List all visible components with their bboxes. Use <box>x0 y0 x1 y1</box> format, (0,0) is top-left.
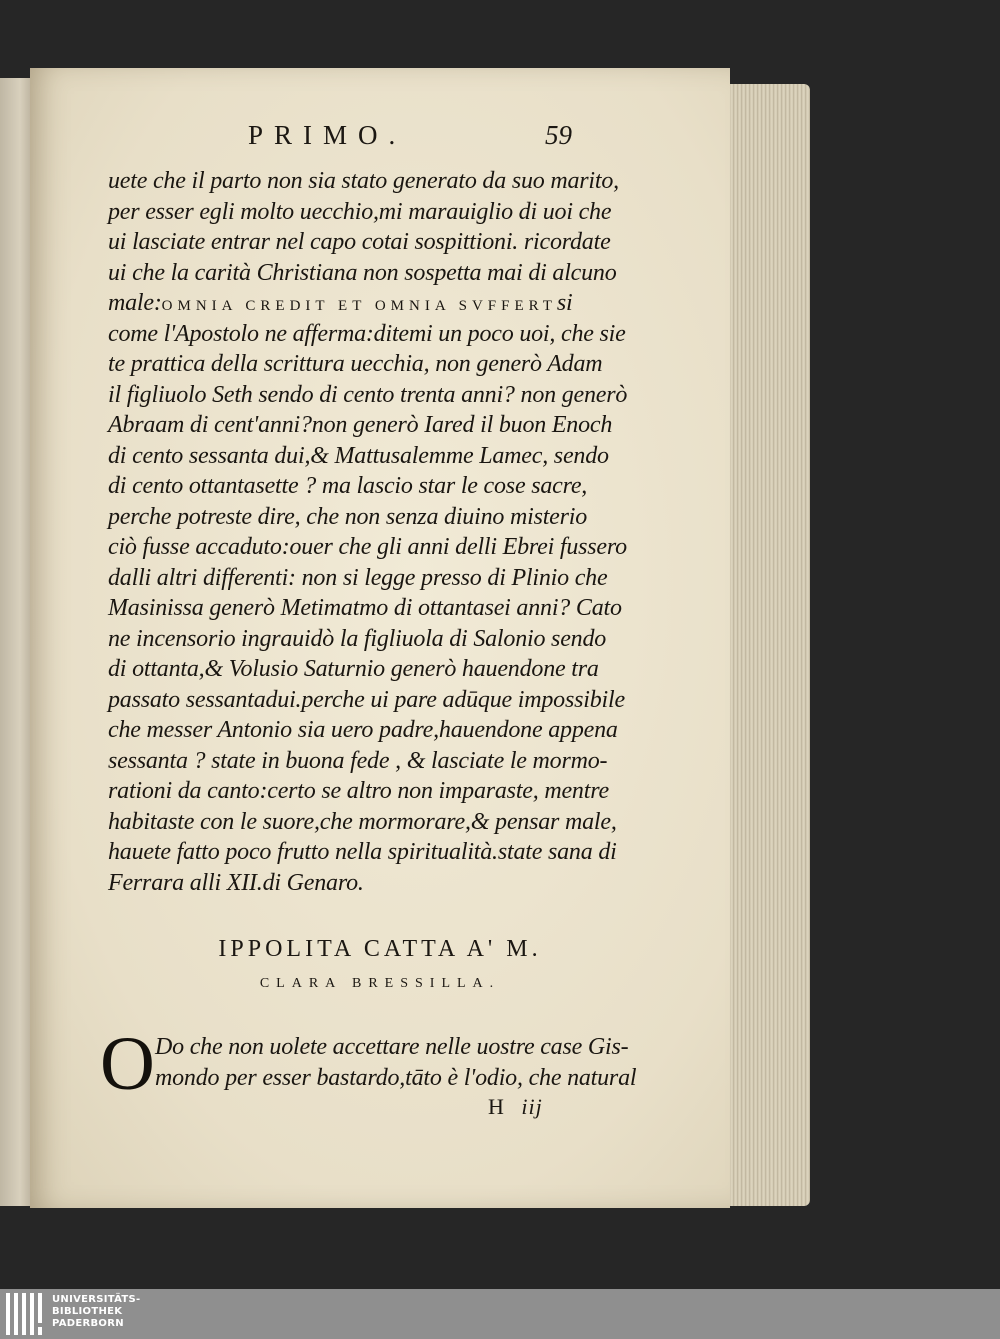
text-line: te prattica della scrittura uecchia, non generò Adam <box>108 351 603 377</box>
text-line: ui che la carità Christiana non sospetta mai di alcuno <box>108 259 617 286</box>
text-line: per esser egli molto uecchio,mi marauiglio di uoi che <box>108 198 612 225</box>
text-line: Ferrara alli XII.di Genaro. <box>108 869 364 896</box>
text-line: Do che non uolete accettare nelle uostre case Gis- <box>155 1034 629 1060</box>
folio-number: 59 <box>545 120 572 150</box>
running-head <box>30 120 730 160</box>
running-title: PRIMO. <box>248 120 407 150</box>
text-line <box>108 288 648 319</box>
library-footer <box>0 1289 1000 1339</box>
text-line: dalli altri differenti: non si legge presso di Plinio che <box>108 564 608 591</box>
book-page <box>30 68 730 1208</box>
text-line: perche potreste dire, che non senza diuino misterio <box>108 503 588 530</box>
text-line-end: si <box>556 290 573 316</box>
letter-body <box>108 166 648 898</box>
text-line: ui lasciate entrar nel capo cotai sospittioni. ricordate <box>108 229 611 255</box>
text-line: rationi da canto:certo se altro non imparaste, mentre <box>108 778 609 804</box>
text-line: hauete fatto poco frutto nella spiritualità.state sana di <box>108 839 617 865</box>
signature-mark <box>488 1094 543 1120</box>
text-line: di cento sessanta dui,& Mattusalemme Lamec, sendo <box>108 442 609 469</box>
signature-number: iij <box>521 1094 543 1119</box>
library-logo-icon <box>4 1293 48 1335</box>
library-name-line: UNIVERSITÄTS- <box>52 1294 141 1305</box>
library-name-line: BIBLIOTHEK <box>52 1306 123 1317</box>
text-line: che messer Antonio sia uero padre,hauendone appena <box>108 717 618 743</box>
text-line: ciò fusse accaduto:ouer che gli anni delli Ebrei fussero <box>108 534 627 560</box>
text-line: ne incensorio ingrauidò la figliuola di Salonio sendo <box>108 625 607 652</box>
signature-letter: H <box>488 1094 510 1119</box>
letter-heading: IPPOLITA CATTA A' M. <box>218 936 542 962</box>
text-line: di ottanta,& Volusio Saturnio generò hauendone tra <box>108 656 599 682</box>
drop-cap: O <box>100 1022 155 1106</box>
library-name-line: PADERBORN <box>52 1318 124 1329</box>
text-line: Masinissa generò Metimatmo di ottantasei anni? Cato <box>108 595 622 621</box>
page-stack-edge <box>718 84 810 1206</box>
next-letter-opening <box>155 1032 655 1093</box>
latin-quote: OMNIA CREDIT ET OMNIA SVFFERT <box>161 298 557 314</box>
text-line: come l'Apostolo ne afferma:ditemi un poco uoi, che sie <box>108 320 626 347</box>
text-line: habitaste con le suore,che mormorare,& pensar male, <box>108 808 617 835</box>
text-line: di cento ottantasette ? ma lascio star le cose sacre, <box>108 473 588 499</box>
text-line: sessanta ? state in buona fede , & lasciate le mormo- <box>108 747 608 774</box>
text-line-start: male: <box>108 290 162 316</box>
text-line: il figliuolo Seth sendo di cento trenta anni? non generò <box>108 381 628 408</box>
text-line: Abraam di cent'anni?non generò Iared il buon Enoch <box>108 412 613 438</box>
text-line: passato sessantadui.perche ui pare adūque impossibile <box>108 686 625 713</box>
letter-subheading: CLARA BRESSILLA. <box>259 976 501 991</box>
text-line: mondo per esser bastardo,tāto è l'odio, che natural <box>155 1064 637 1091</box>
library-name <box>52 1294 141 1330</box>
text-line: uete che il parto non sia stato generato da suo marito, <box>108 168 619 194</box>
